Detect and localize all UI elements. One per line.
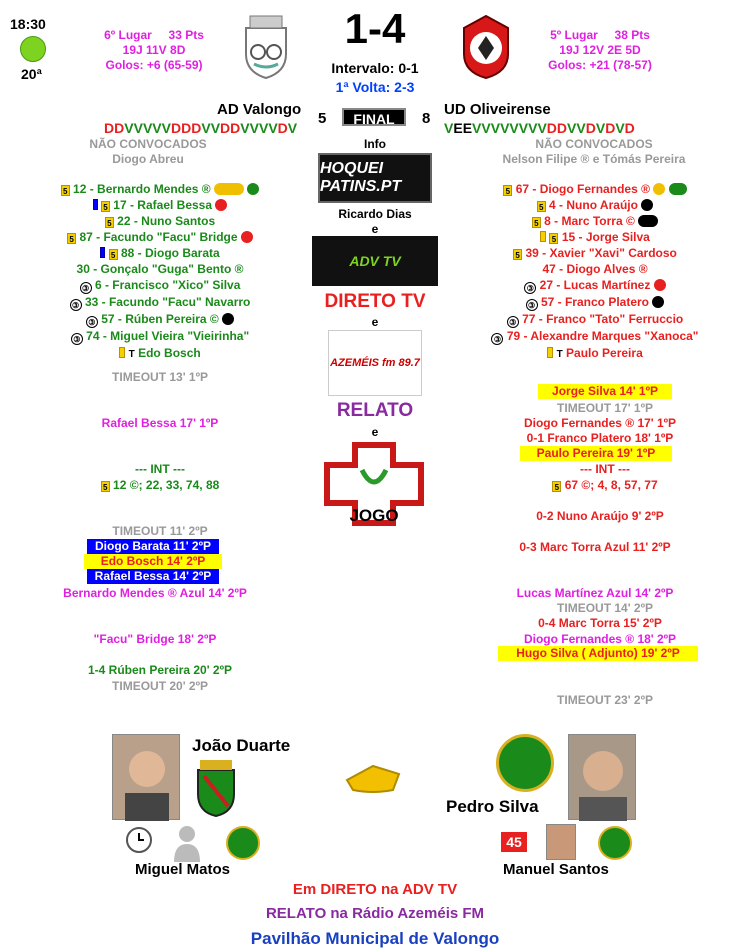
away-event: Jorge Silva 14' 1ºP: [538, 384, 672, 399]
form-result: V: [518, 120, 529, 136]
home-event: TIMEOUT 11' 2ºP: [112, 524, 208, 538]
form-result: V: [615, 120, 625, 136]
away-event: --- INT ---: [580, 462, 630, 476]
home-event: Rafael Bessa 14' 2ºP: [87, 569, 219, 584]
form-result: D: [624, 120, 635, 136]
footer-radio: RELATO na Rádio Azeméis FM: [265, 905, 485, 922]
list-item: 5 39 - Xavier "Xavi" Cardoso: [460, 245, 730, 261]
away-event: 0-4 Marc Torra 15' 2ºP: [538, 616, 662, 630]
ficha-jogo-logo[interactable]: JOGO: [322, 440, 426, 528]
list-item: 5 17 - Rafael Bessa: [20, 197, 300, 213]
form-result: V: [287, 120, 298, 136]
list-item: 30 - Gonçalo "Guga" Bento ®: [76, 262, 244, 276]
home-not-called: NÃO CONVOCADOS Diogo Abreu: [89, 137, 207, 166]
list-item: 5 15 - Jorge Silva: [460, 229, 730, 245]
home-team-name: AD Valongo: [217, 101, 302, 118]
scorer-photo: [546, 824, 576, 860]
shot-clock-badge: 45: [501, 832, 527, 852]
away-player-list: [460, 181, 730, 363]
goals-icon: [638, 215, 658, 227]
green-card-icon: [247, 183, 259, 195]
round-badge-icon: [20, 36, 46, 62]
away-event: Diogo Fernandes ® 17' 1ºP: [523, 416, 677, 430]
form-result: D: [605, 120, 616, 136]
form-result: E: [462, 120, 473, 136]
form-result: V: [240, 120, 250, 136]
azemeis-fm-logo[interactable]: AZEMÉIS fm 89.7: [328, 330, 422, 396]
form-result: D: [220, 120, 231, 136]
list-item: T Paulo Pereira: [460, 345, 730, 363]
direto-tv-label: DIRETO TV: [324, 291, 426, 312]
form-result: V: [472, 120, 482, 136]
home-team-goals: 5: [318, 110, 327, 127]
list-item: T Edo Bosch: [20, 345, 300, 363]
green-cards-icon: [669, 183, 687, 195]
form-result: D: [230, 120, 241, 136]
referee-2-name: Pedro Silva: [446, 797, 539, 816]
form-result: E: [453, 120, 463, 136]
home-event: Edo Bosch 14' 2ºP: [84, 554, 222, 569]
away-event: TIMEOUT 23' 2ºP: [557, 693, 653, 707]
form-result: V: [210, 120, 221, 136]
away-not-called: NÃO CONVOCADOS Nelson Filipe ® e Tómás Pereira: [502, 137, 686, 166]
interval-score: Intervalo: 0-1: [331, 60, 419, 76]
home-form: [104, 120, 297, 136]
away-event: 0-1 Franco Platero 18' 1ºP: [526, 431, 674, 445]
match-round: 20ª: [21, 66, 42, 82]
scorer-name: Manuel Santos: [503, 861, 609, 878]
form-result: V: [152, 120, 162, 136]
association-crest-icon: [194, 758, 238, 818]
home-event: "Facu" Bridge 18' 2ºP: [93, 632, 217, 646]
form-result: D: [170, 120, 182, 136]
list-item: ③ 77 - Franco "Tato" Ferruccio: [460, 311, 730, 328]
red-penalty-icon: [215, 199, 227, 211]
form-result: D: [277, 120, 288, 136]
whistle-icon: [343, 760, 405, 796]
list-item: 5 88 - Diogo Barata: [20, 245, 300, 261]
list-item: 5 8 - Marc Torra ©: [460, 213, 730, 229]
away-form: [444, 120, 635, 136]
award-icon: [653, 183, 665, 195]
association-badge-icon: [226, 826, 260, 860]
form-result: D: [546, 120, 557, 136]
red-card-icon: [654, 279, 666, 291]
info-label: Info: [364, 137, 386, 151]
black-penalty-icon: [641, 199, 653, 211]
form-result: V: [481, 120, 491, 136]
association-badge-icon: [598, 826, 632, 860]
away-team-name: UD Oliveirense: [444, 101, 551, 118]
form-result: D: [585, 120, 596, 136]
list-item: 5 67 - Diogo Fernandes ®: [460, 181, 730, 197]
home-event: TIMEOUT 13' 1ºP: [112, 370, 208, 384]
form-result: V: [133, 120, 143, 136]
home-event: Diogo Barata 11' 2ºP: [87, 539, 219, 554]
timekeeper-name: Miguel Matos: [135, 861, 231, 878]
awards-icon: [214, 183, 244, 195]
home-event: --- INT ---: [135, 462, 185, 476]
red-penalty-icon: [241, 231, 253, 243]
away-event: TIMEOUT 17' 1ºP: [557, 401, 653, 415]
away-event: 5 67 ©; 4, 8, 57, 77: [510, 477, 700, 493]
black-penalty-icon: [652, 296, 664, 308]
away-event: Paulo Pereira 19' 1ºP: [520, 446, 672, 461]
form-result: V: [576, 120, 586, 136]
adv-tv-logo[interactable]: ADV TV: [312, 236, 438, 286]
home-event: 5 12 ©; 22, 33, 74, 88: [60, 477, 260, 493]
ricardo-dias-label: Ricardo Dias: [338, 207, 412, 221]
home-event: Bernardo Mendes ® Azul 14' 2ºP: [63, 586, 247, 600]
form-result: V: [500, 120, 510, 136]
list-item: 5 22 - Nuno Santos: [20, 213, 300, 229]
referee-photo-1: [112, 734, 180, 820]
form-result: V: [444, 120, 454, 136]
form-result: V: [142, 120, 153, 136]
form-result: V: [509, 120, 519, 136]
and-label: e: [371, 425, 379, 439]
relato-label: RELATO: [336, 400, 414, 421]
footer-live-tv: Em DIRETO na ADV TV: [292, 881, 458, 898]
list-item: 5 4 - Nuno Araújo: [460, 197, 730, 213]
referee-1-name: João Duarte: [192, 736, 291, 755]
list-item: 5 12 - Bernardo Mendes ®: [20, 181, 300, 197]
and-label: e: [371, 222, 379, 236]
list-item: ③ 79 - Alexandre Marques "Xanoca": [460, 328, 730, 345]
away-event: Diogo Fernandes ® 18' 2ºP: [523, 632, 677, 646]
form-result: V: [567, 120, 577, 136]
form-result: V: [268, 120, 278, 136]
and-label: e: [371, 315, 379, 329]
form-result: D: [556, 120, 568, 136]
away-event: Hugo Silva ( Adjunto) 19' 2ºP: [498, 646, 698, 661]
form-result: V: [124, 120, 134, 136]
list-item: 47 - Diogo Alves ®: [542, 262, 648, 276]
form-result: V: [528, 120, 538, 136]
home-crest-icon: [242, 14, 290, 80]
home-stats: 6º Lugar 33 Pts 19J 11V 8D Golos: +6 (65-59): [104, 28, 204, 72]
match-time: 18:30: [10, 16, 46, 32]
black-penalty-icon: [222, 313, 234, 325]
home-player-list: [20, 181, 300, 363]
away-event: Lucas Martínez Azul 14' 2ºP: [516, 586, 674, 600]
referee-photo-2: [568, 734, 636, 820]
final-status-badge: FINAL: [342, 108, 406, 126]
list-item: ③ 74 - Miguel Vieira "Vieirinha": [20, 328, 300, 345]
away-team-goals: 8: [422, 110, 431, 127]
form-result: D: [104, 120, 115, 136]
away-event: 0-2 Nuno Araújo 9' 2ºP: [536, 509, 664, 523]
list-item: ③ 57 - Franco Platero: [460, 294, 730, 311]
first-leg-score: 1ª Volta: 2-3: [335, 79, 415, 95]
form-result: V: [249, 120, 259, 136]
form-result: V: [537, 120, 547, 136]
clock-icon: [126, 827, 152, 853]
footer-venue: Pavilhão Municipal de Valongo: [250, 929, 500, 948]
form-result: D: [114, 120, 125, 136]
person-silhouette-icon: [172, 824, 202, 862]
list-item: ③ 57 - Rúben Pereira ©: [20, 311, 300, 328]
list-item: 5 87 - Facundo "Facu" Bridge: [20, 229, 300, 245]
away-event: TIMEOUT 14' 2ºP: [557, 601, 653, 615]
list-item: ③ 33 - Facundo "Facu" Navarro: [20, 294, 300, 311]
form-result: V: [161, 120, 171, 136]
list-item: ③ 6 - Francisco "Xico" Silva: [20, 277, 300, 294]
final-score: 1-4: [344, 5, 406, 52]
away-stats: 5º Lugar 38 Pts 19J 12V 2E 5D Golos: +21 (78-57): [548, 28, 652, 72]
home-event: 1-4 Rúben Pereira 20' 2ºP: [88, 663, 232, 677]
form-result: D: [191, 120, 202, 136]
association-badge-icon: [496, 734, 554, 792]
away-crest-icon: [458, 14, 514, 80]
form-result: V: [258, 120, 269, 136]
home-event: Rafael Bessa 17' 1ºP: [101, 416, 219, 430]
form-result: V: [490, 120, 501, 136]
list-item: ③ 27 - Lucas Martínez: [460, 277, 730, 294]
hoquei-patins-logo[interactable]: HOQUEI PATINS.PT: [318, 153, 432, 203]
home-event: TIMEOUT 20' 2ºP: [112, 679, 208, 693]
form-result: V: [595, 120, 606, 136]
away-event: 0-3 Marc Torra Azul 11' 2ºP: [519, 540, 671, 554]
form-result: D: [181, 120, 192, 136]
form-result: V: [201, 120, 211, 136]
